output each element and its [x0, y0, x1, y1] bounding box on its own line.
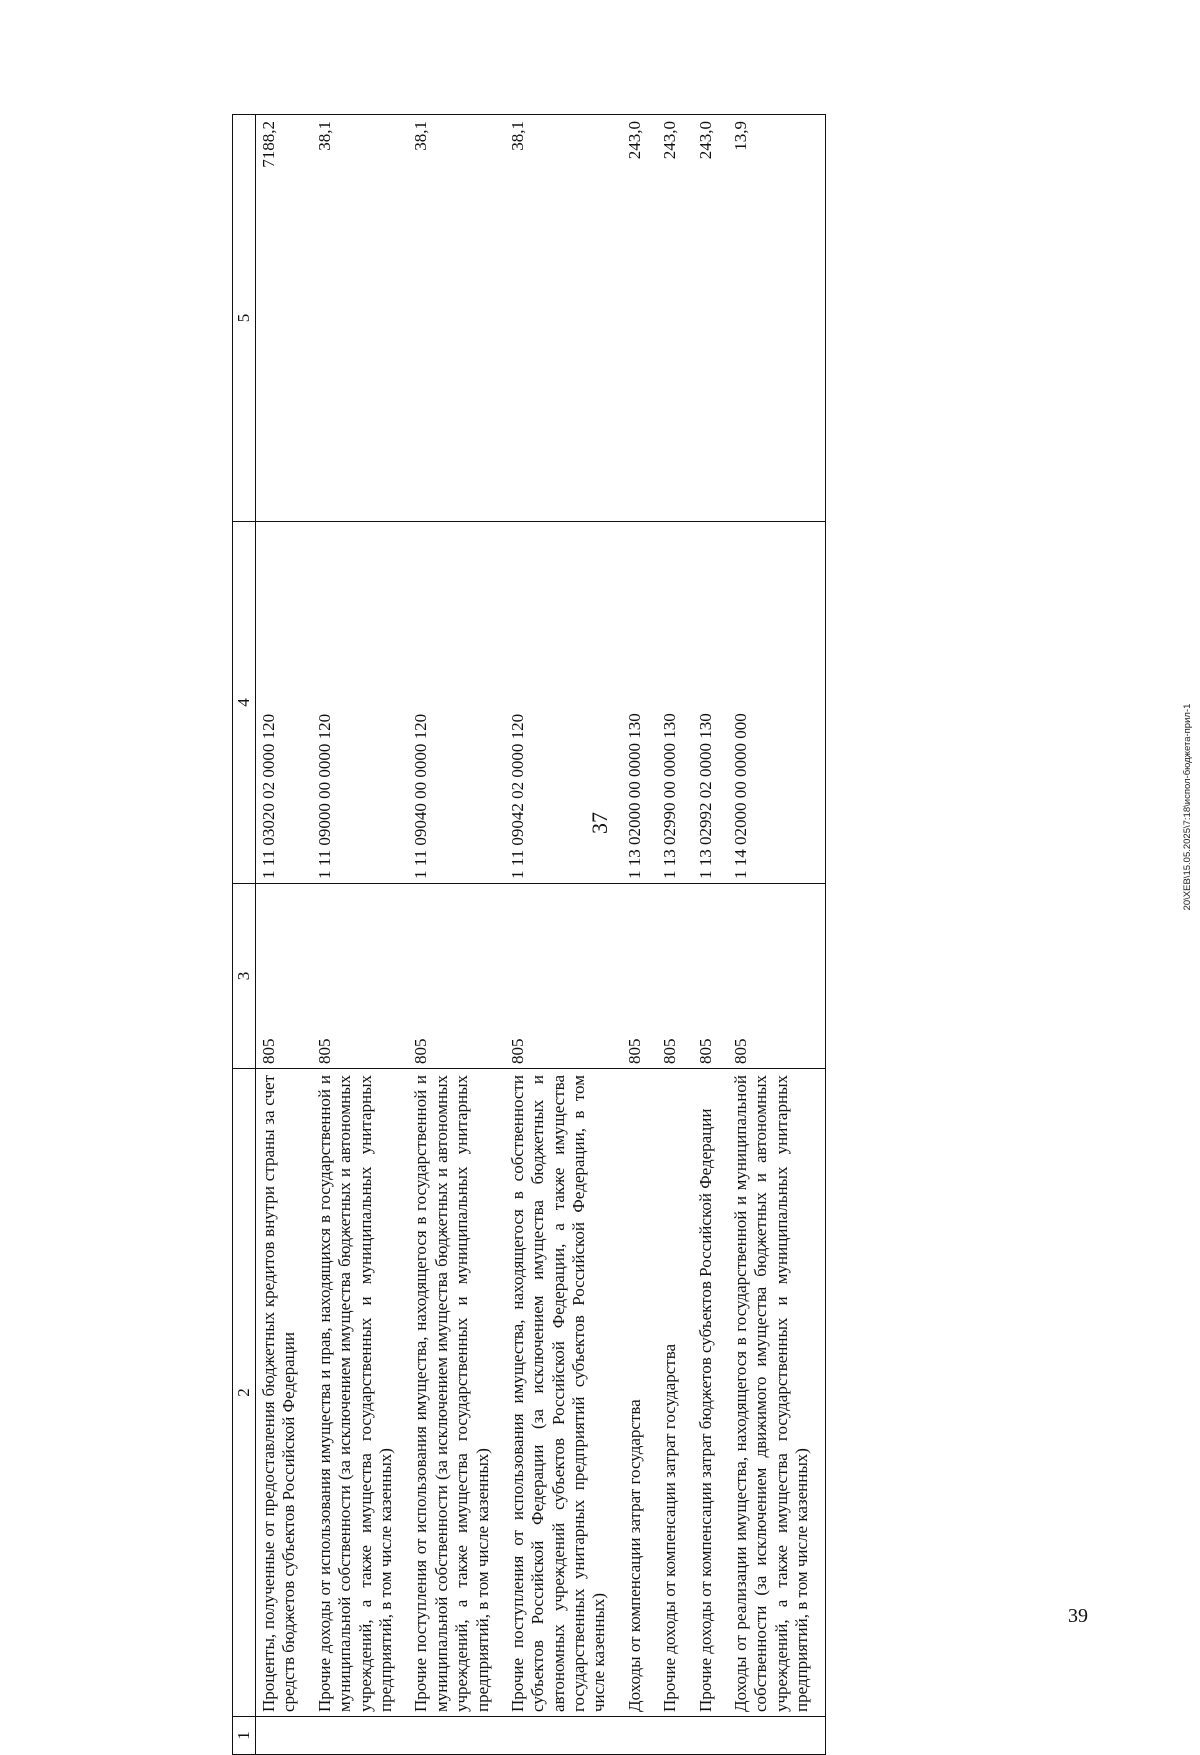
administrator-code-cell: 805: [311, 883, 408, 1068]
table-row: [408, 114, 505, 1754]
amount-cell: 243,0: [657, 114, 692, 521]
table-row: [504, 114, 621, 1754]
row-number-cell: [692, 1716, 727, 1754]
revenue-name-cell: Прочие доходы от компенсации затрат бюджетов субъектов Российской Федерации: [692, 1068, 727, 1716]
revenue-name-cell: Доходы от компенсации затрат государства: [621, 1068, 656, 1716]
revenue-name-cell: Проценты, полученные от предоставления бюджетных кредитов внутри страны за счет средств бюджетов субъектов Российской Федерации: [255, 1068, 311, 1716]
row-number-cell: [728, 1716, 825, 1754]
amount-cell: 38,1: [311, 114, 408, 521]
budget-classification-code-cell: 1 11 09042 02 0000 120: [504, 521, 621, 883]
document-footer-code: 20\ХЕВ\15.05.2025\7:18\испол-бюджета-прил-1: [1182, 703, 1193, 911]
budget-classification-code-cell: 1 11 09000 00 0000 120: [311, 521, 408, 883]
table-row: [692, 114, 727, 1754]
column-header-1: 1: [232, 1716, 255, 1754]
administrator-code-cell: 805: [621, 883, 656, 1068]
column-header-5: 5: [232, 114, 255, 521]
column-header-2: 2: [232, 1068, 255, 1716]
budget-table-container: [232, 115, 982, 1755]
row-number-cell: [504, 1716, 621, 1754]
row-number-cell: [255, 1716, 311, 1754]
amount-cell: 13,9: [728, 114, 825, 521]
budget-classification-code-cell: 1 13 02000 00 0000 130: [621, 521, 656, 883]
revenue-name-cell: Доходы от реализации имущества, находящегося в государственной и муниципальной собственности (за исключением движимого имущества бюджетных и автономных учреждений, а также имущества государственных и муниципальных унитарных предприятий, в том числе казенных): [728, 1068, 825, 1716]
amount-cell: 38,1: [504, 114, 621, 521]
row-number-cell: [621, 1716, 656, 1754]
amount-cell: 243,0: [692, 114, 727, 521]
amount-cell: 243,0: [621, 114, 656, 521]
budget-classification-code-cell: 1 13 02992 02 0000 130: [692, 521, 727, 883]
row-number-cell: [311, 1716, 408, 1754]
administrator-code-cell: 805: [692, 883, 727, 1068]
budget-classification-code-cell: 1 11 09040 00 0000 120: [408, 521, 505, 883]
table-header-row: [232, 114, 255, 1754]
budget-classification-code-cell: 1 11 03020 02 0000 120: [255, 521, 311, 883]
revenue-name-cell: Прочие доходы от компенсации затрат государства: [657, 1068, 692, 1716]
table-row: [255, 114, 311, 1754]
administrator-code-cell: 805: [408, 883, 505, 1068]
table-row: [657, 114, 692, 1754]
table-row: [311, 114, 408, 1754]
page-number: 37: [587, 812, 612, 834]
administrator-code-cell: 805: [728, 883, 825, 1068]
budget-revenue-table: [232, 114, 826, 1755]
amount-cell: 7188,2: [255, 114, 311, 521]
revenue-name-cell: Прочие поступления от использования имущества, находящегося в собственности субъектов Российской Федерации (за исключением имущества бюджетных и автономных учреждений субъектов Российской Федерации, а также имущества государственных унитарных предприятий субъектов Российской Федерации, в том числе казенных): [504, 1068, 621, 1716]
row-number-cell: [408, 1716, 505, 1754]
administrator-code-cell: 805: [657, 883, 692, 1068]
revenue-name-cell: Прочие поступления от использования имущества, находящегося в государственной и муниципальной собственности (за исключением имущества бюджетных и автономных учреждений, а также имущества государственных и муниципальных унитарных предприятий, в том числе казенных): [408, 1068, 505, 1716]
amount-cell: 38,1: [408, 114, 505, 521]
column-header-4: 4: [232, 521, 255, 883]
budget-classification-code-cell: 1 13 02990 00 0000 130: [657, 521, 692, 883]
budget-classification-code-cell: 1 14 02000 00 0000 000: [728, 521, 825, 883]
administrator-code-cell: 805: [255, 883, 311, 1068]
revenue-name-cell: Прочие доходы от использования имущества и прав, находящихся в государственной и муниципальной собственности (за исключением имущества бюджетных и автономных учреждений, а также имущества государственных и муниципальных унитарных предприятий, в том числе казенных): [311, 1068, 408, 1716]
column-header-3: 3: [232, 883, 255, 1068]
row-number-cell: [657, 1716, 692, 1754]
sheet-number: 39: [1068, 1605, 1088, 1627]
table-row: [621, 114, 656, 1754]
administrator-code-cell: 805: [504, 883, 621, 1068]
table-row: [728, 114, 825, 1754]
